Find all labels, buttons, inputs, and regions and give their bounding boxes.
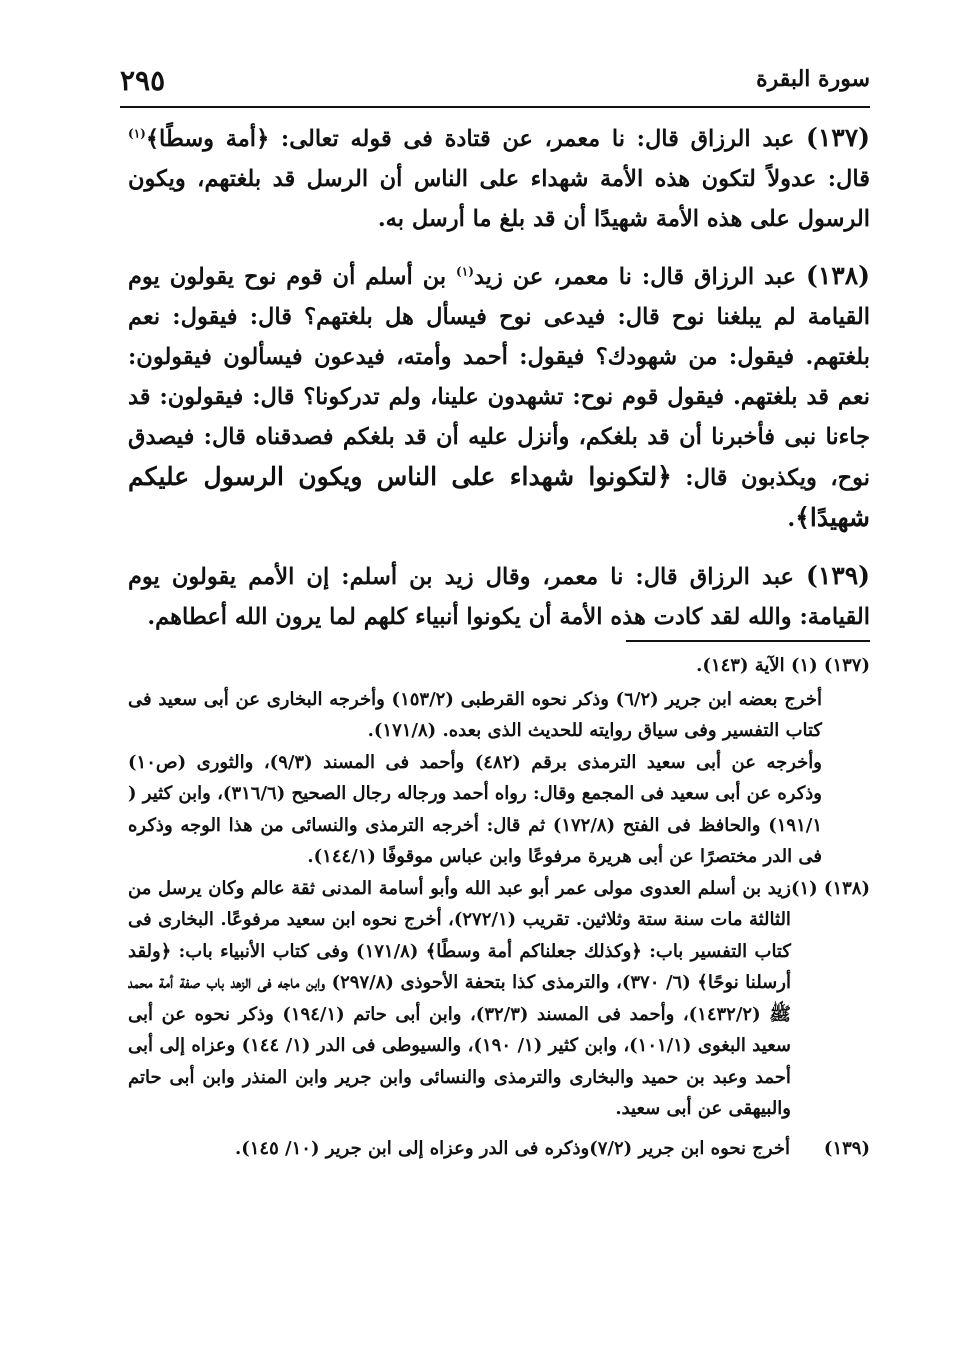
footnotes — [128, 650, 870, 1164]
footnote-ref: (١) — [456, 264, 474, 279]
footnote-139 — [128, 1133, 870, 1165]
quran-quote: ﴿أمة وسطًا﴾ — [145, 126, 270, 152]
footnote-137-heading: (١٣٧) (١) الآية (١٤٣). — [696, 655, 870, 676]
hadith-139 — [128, 556, 870, 637]
footnote-key: (١٣٩) — [823, 1137, 870, 1159]
surah-title: سورة البقرة — [756, 66, 870, 92]
footnote-divider — [626, 640, 870, 642]
hadith-number: (١٣٨) — [806, 261, 870, 290]
footnote-paragraph: أخرج بعضه ابن جرير (٦/٢) وذكر نحوه القرطبى (١٥٣/٢) وأخرجه البخارى عن أبى سعيد فى كتاب التفسير وفى سياق روايته للحديث الذى بعده. (١٧١/٨). — [128, 688, 822, 741]
hadith-number: (١٣٧) — [806, 123, 870, 152]
hadith-text: عبد الرزاق قال: نا معمر، عن قتادة فى قوله تعالى: — [269, 126, 807, 152]
hadith-137 — [128, 118, 870, 239]
hadith-text: قال: عدولاً لتكون هذه الأمة شهداء على الناس أن الرسل قد بلغتهم، ويكون الرسول على هذه الأمة شهيدًا أن قد بلغ ما أرسل به. — [128, 166, 870, 232]
quran-quote: ﴿لتكونوا شهداء على الناس ويكون الرسول عليكم شهيدًا﴾ — [128, 462, 870, 532]
hadith-text: . — [787, 506, 796, 532]
footnote-text: زيد بن أسلم العدوى مولى عمر أبو عبد الله وأبو أسامة المدنى ثقة عالم وكان يرسل من الثالثة مات سنة ستة وثلاثين. تقريب (٢٧٢/١)، أخرج نحوه ابن سعيد مرفوعًا. البخارى فى كتاب التفسير باب: ﴿وكذلك جعلناكم أمة وسطًا﴾ (١٧١/٨) وفى كتاب الأنبياء باب: ﴿ولقد أرسلنا نوحًا﴾ (٦/ ٣٧٠)، والترمذى كذا بتحفة الأحوذى (٢٩٧/٨) وابن ماجه فى الزهد باب صفة أمة محمد ﷺ (١٤٣٢/٢)، وأحمد فى المسند (٣٢/٣)، وابن أبى حاتم (١٩٤/١) وذكر نحوه عن أبى سعيد البغوى (١٠١/١)، وابن كثير (١/ ١٩٠)، والسيوطى فى الدر (١/ ١٤٤) وعزاه إلى أبى أحمد وعبد بن حميد والبخارى والترمذى والنسائى وابن جرير وابن المنذر وابن أبى حاتم والبيهقى عن أبى سعيد. — [128, 877, 791, 1119]
hadith-text: عبد الرزاق قال: نا معمر، وقال زيد بن أسلم: إن الأمم يقولون يوم القيامة: والله لقد كادت هذه الأمة أن يكونوا أنبياء كلهم لما يرون الله أعطاهم. — [128, 564, 870, 630]
page-number: ٢٩٥ — [120, 64, 166, 97]
footnote-138 — [128, 873, 870, 1125]
hadith-138 — [128, 256, 870, 539]
hadith-number: (١٣٩) — [806, 561, 870, 590]
hadith-text: بن أسلم أن قوم نوح يقولون يوم القيامة لم يبلغنا نوح قال: فيدعى نوح فيسأل هل بلغتهم؟ قال: فيقول: نعم بلغتهم. فيقول: من شهودك؟ فيقول: أحمد وأمته، فيدعون فيسألون فيقولون: نعم قد بلغتهم. فيقول قوم نوح: تشهدون علينا، ولم تدركونا؟ قال: فيقولون: قد جاءنا نبى فأخبرنا أن قد بلغكم، وأنزل عليه أن قد بلغكم فصدقناه قال: فيصدق نوح، ويكذبون قال: — [128, 264, 870, 491]
hadith-text: عبد الرزاق قال: نا معمر، عن زيد — [473, 264, 807, 290]
footnote-ref: (١) — [128, 126, 146, 141]
page-header — [120, 62, 870, 108]
footnote-paragraph: وأخرجه عن أبى سعيد الترمذى برقم (٤٨٢) وأحمد فى المسند (٩/٣)، والثورى (ص١٠) وذكره عن أبى سعيد فى المجمع وقال: رواه أحمد ورجاله رجال الصحيح (٣١٦/٦)، وابن كثير ( ١٩١/١) والحافظ فى الفتح (١٧٢/٨) ثم قال: أخرجه الترمذى والنسائى من هذا الوجه وذكره فى الدر مختصرًا عن أبى هريرة مرفوعًا وابن عباس موقوفًا (١٤٤/١). — [128, 751, 822, 867]
footnote-key: (١٣٨) (١) — [790, 877, 870, 899]
footnote-text: أخرج نحوه ابن جرير (٧/٢)وذكره فى الدر وعزاه إلى ابن جرير (١٠/ ١٤٥). — [234, 1137, 790, 1159]
main-text — [128, 118, 870, 654]
